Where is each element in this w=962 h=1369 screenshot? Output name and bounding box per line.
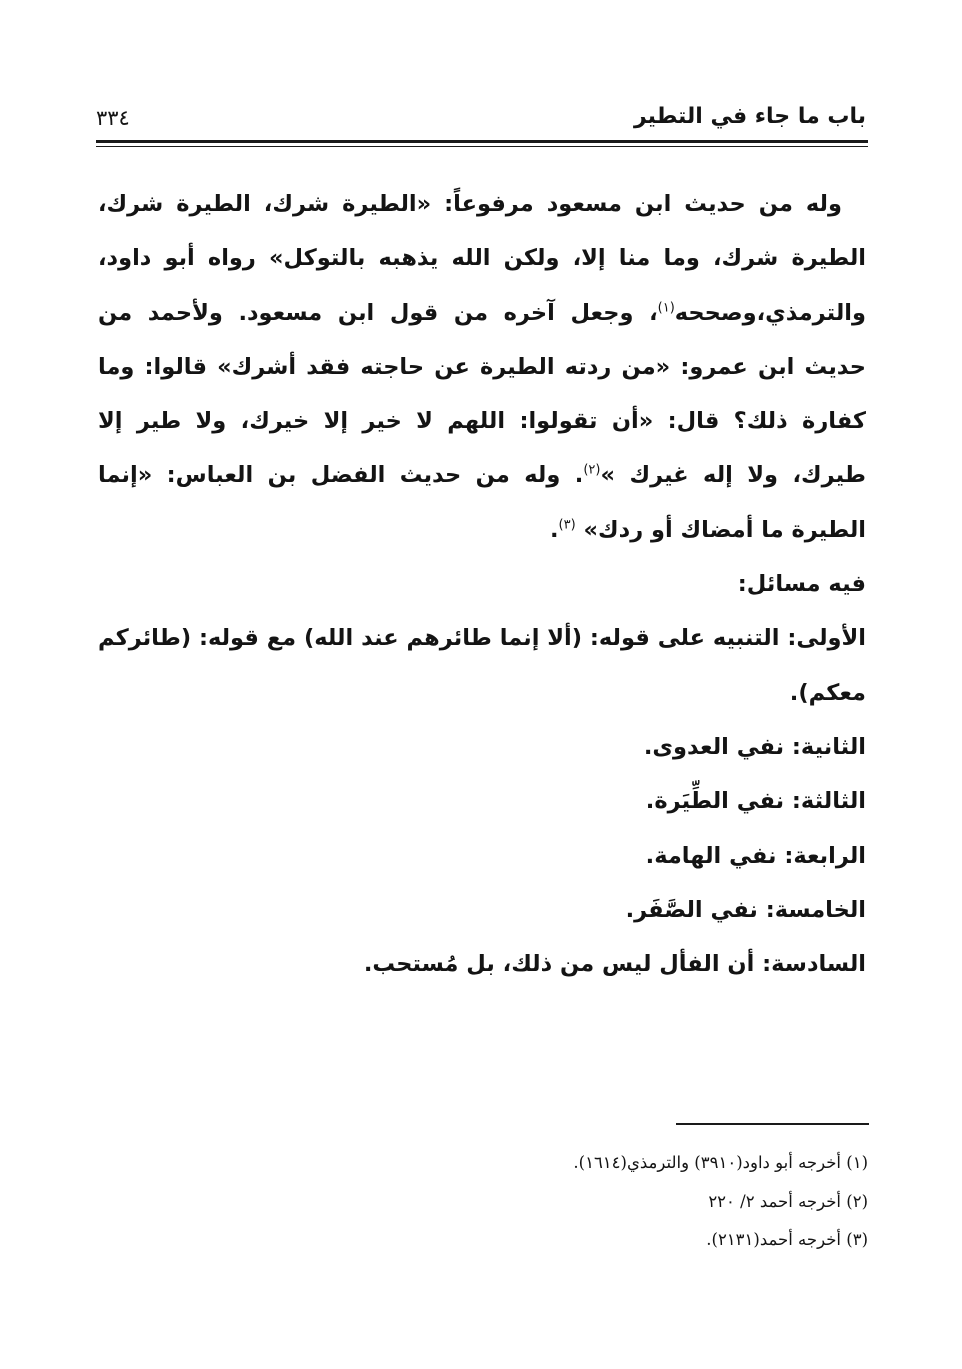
main-text <box>98 177 866 991</box>
footnote-ref-1: (١) <box>657 300 675 316</box>
header-rule-thin <box>96 146 868 147</box>
footnote-ref-3: (٣) <box>558 517 576 533</box>
footnote-ref-2: (٢) <box>583 462 601 478</box>
issue-6: السادسة: أن الفأل ليس من ذلك، بل مُستحب. <box>363 951 866 978</box>
footnote-1: (١) أخرجه أبو داود(٣٩١٠) والترمذي(١٦١٤). <box>573 1153 868 1172</box>
issues-heading: فيه مسائل: <box>737 571 866 598</box>
footnote-2: (٢) أخرجه أحمد ٢/ ٢٢٠ <box>708 1191 868 1211</box>
issue-1: الأولى: التنبيه على قوله: (ألا إنما طائرهم عند الله) مع قوله: (طائركم معكم). <box>98 625 866 706</box>
paragraph-text-3: . وله من حديث الفضل بن العباس: «إنما الطيرة ما أمضاك أو ردك» <box>98 462 866 543</box>
issue-2: الثانية: نفي العدوى. <box>643 733 866 760</box>
issue-3: الثالثة: نفي الطِّيَرة. <box>645 788 866 815</box>
header-rule-thick <box>96 140 868 143</box>
page-header <box>96 100 866 140</box>
paragraph-text-4: . <box>549 516 559 543</box>
footnote-3: (٣) أخرجه أحمد(٢١٣١). <box>706 1230 868 1249</box>
footnote-separator <box>676 1123 869 1125</box>
paragraph-text-2: ، وجعل آخره من قول ابن مسعود. ولأحمد من حديث ابن عمرو: «من ردته الطيرة عن حاجته فقد أشرك» قالوا: وما كفارة ذلك؟ قال: «أن تقولوا: اللهم لا خير إلا خيرك، ولا طير إلا طيرك، ولا إله غيرك » <box>98 299 866 489</box>
hadith-paragraph <box>98 177 866 557</box>
issue-4: الرابعة: نفي الهامة. <box>645 842 866 869</box>
paragraph-text-1: وله من حديث ابن مسعود مرفوعاً: «الطيرة شرك، الطيرة شرك، الطيرة شرك، وما منا إلا، ولكن الله يذهبه بالتوكل» رواه أبو داود، والترمذي،وصححه <box>98 191 866 326</box>
issue-5: الخامسة: نفي الصَّفَر. <box>625 896 866 923</box>
page-number: ٣٣٤ <box>96 106 130 130</box>
running-title: باب ما جاء في التطير <box>633 104 866 129</box>
footnotes <box>300 1144 868 1260</box>
